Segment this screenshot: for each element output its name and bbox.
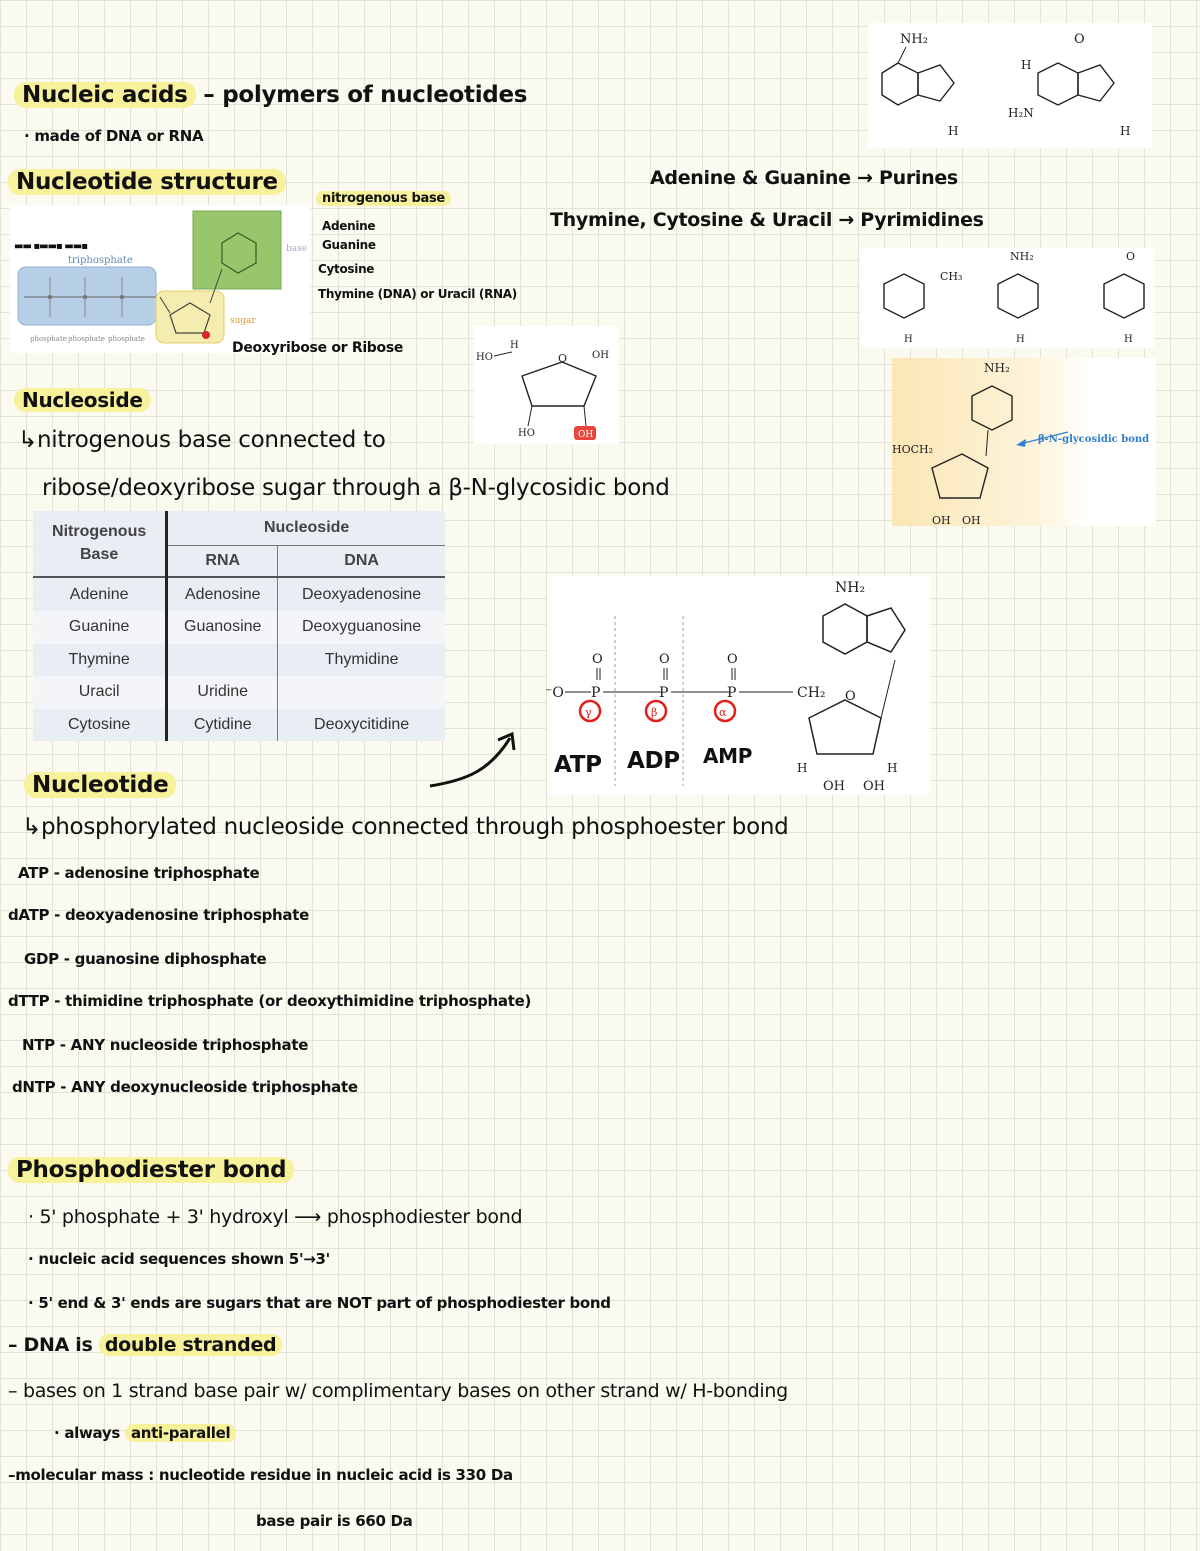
molecular-mass-line-2: base pair is 660 Da <box>256 1512 413 1530</box>
molecular-mass-line-1: –molecular mass : nucleotide residue in nucleic acid is 330 Da <box>8 1466 513 1484</box>
atp-oh-label-2: OH <box>863 779 885 794</box>
base-list-item-thymine-uracil: Thymine (DNA) or Uracil (RNA) <box>318 287 517 301</box>
table-row <box>33 709 445 741</box>
table-header-base-line1: Nitrogenous <box>52 523 147 541</box>
abbr-atp: ATP - adenosine triphosphate <box>18 864 260 882</box>
phosphodiester-title: Phosphodiester bond <box>8 1157 294 1183</box>
atp-o-label-3: O <box>727 652 738 667</box>
adp-label: ADP <box>627 748 680 774</box>
phosphodiester-line-1: · 5' phosphate + 3' hydroxyl ⟶ phosphodiester bond <box>28 1206 523 1228</box>
table-cell: Cytosine <box>68 715 131 733</box>
thymine-h-label: H <box>904 334 913 345</box>
atp-o-label-2: O <box>659 652 670 667</box>
triphosphate-label: triphosphate <box>68 255 133 266</box>
double-stranded-prefix: – DNA is <box>8 1334 99 1356</box>
phosphodiester-line-2: · nucleic acid sequences shown 5'→3' <box>28 1250 330 1268</box>
nucleic-acids-heading <box>14 82 527 108</box>
atp-oh-label-1: OH <box>823 779 845 794</box>
nitrogenous-base-heading <box>316 191 451 206</box>
nucleoside-heading <box>14 388 151 412</box>
atp-nh2-label: NH₂ <box>835 580 866 596</box>
purine-structures-figure <box>868 23 1152 148</box>
glycosidic-bond-figure <box>892 358 1156 526</box>
ribose-ho-label: HO <box>476 352 493 363</box>
base-pairing-line: – bases on 1 strand base pair w/ complimentary bases on other strand w/ H-bonding <box>8 1380 788 1402</box>
base-label: base <box>286 244 308 254</box>
phosphodiester-line-3: · 5' end & 3' ends are sugars that are NOT part of phosphodiester bond <box>28 1294 611 1312</box>
thymine-ch3-label: CH₃ <box>940 270 963 283</box>
table-cell <box>167 644 278 676</box>
base-list-item-guanine: Guanine <box>322 238 376 252</box>
glycosidic-bond-svg <box>892 358 1156 526</box>
anti-parallel-prefix: · always <box>54 1424 125 1442</box>
table-row <box>33 644 445 676</box>
nucleotide-structure-title: Nucleotide structure <box>8 169 286 195</box>
table-cell: Deoxyadenosine <box>278 577 445 611</box>
alpha-label: α <box>719 706 727 719</box>
atp-p-label-1: P <box>591 685 601 701</box>
table-cell: Thymidine <box>278 644 445 676</box>
atp-ominus-label: ⁻O <box>545 685 564 701</box>
table-cell: Cytidine <box>167 709 278 741</box>
purines-text: Adenine & Guanine → Purines <box>650 167 958 189</box>
cytosine-nh2-label: NH₂ <box>1010 250 1034 263</box>
nucleotide-line-1: ↳phosphorylated nucleoside connected through phosphoester bond <box>22 814 789 840</box>
atp-label: ATP <box>554 752 602 778</box>
ribose-o-label: O <box>558 352 568 365</box>
nucleotide-structure-heading <box>8 169 286 195</box>
double-stranded-line <box>8 1334 282 1356</box>
ribose-ho-bottom-label: HO <box>518 428 535 439</box>
table-header-base-line2: Base <box>80 545 119 563</box>
uracil-o-label: O <box>1126 250 1136 263</box>
purines-note <box>644 167 964 189</box>
ribose-oh-bottom-label: OH <box>578 430 594 440</box>
atp-o-label-1: O <box>592 652 603 667</box>
abbr-datp: dATP - deoxyadenosine triphosphate <box>8 906 309 924</box>
abbr-dttp: dTTP - thimidine triphosphate (or deoxythimidine triphosphate) <box>8 992 532 1010</box>
pyrimidine-structures-svg <box>860 248 1154 348</box>
guanine-h2n-label: H₂N <box>1008 106 1034 120</box>
table-cell: Guanosine <box>167 611 278 643</box>
sugar-label: sugar <box>230 316 256 326</box>
guanine-h-bottom-label: H <box>1120 124 1131 138</box>
nucleotide-heading <box>24 772 176 798</box>
cytosine-h-label: H <box>1016 334 1025 345</box>
table-header-dna: DNA <box>278 545 445 577</box>
cytidine-oh-label-2: OH <box>962 514 981 527</box>
guanine-o-label: O <box>1074 32 1085 47</box>
purine-structures-svg <box>868 23 1152 148</box>
uracil-h-label: H <box>1124 334 1133 345</box>
table-row <box>33 611 445 643</box>
atp-p-label-3: P <box>727 685 737 701</box>
phosphate-label-2: phosphate <box>68 335 105 343</box>
phosphate-label-1: phosphate <box>30 335 67 343</box>
table-header-base <box>33 511 167 577</box>
table-cell: Deoxyguanosine <box>278 611 445 643</box>
arrow-icon <box>428 730 524 790</box>
beta-label: β <box>651 706 658 719</box>
atp-h-label-2: H <box>887 761 898 775</box>
sugar-note: Deoxyribose or Ribose <box>232 340 404 356</box>
guanine-h-label: H <box>1021 58 1032 72</box>
atp-h-label-1: H <box>797 761 808 775</box>
hoch2-label: HOCH₂ <box>892 443 934 456</box>
base-list-item-adenine: Adenine <box>322 219 376 233</box>
nucleic-acids-definition: – polymers of nucleotides <box>203 82 528 108</box>
table-cell: Guanine <box>68 618 130 636</box>
table-cell <box>278 676 445 708</box>
ribose-figure <box>474 326 619 444</box>
table-cell: Uridine <box>167 676 278 708</box>
ribose-oh-label: OH <box>592 350 609 361</box>
table-cell: Adenosine <box>167 577 278 611</box>
nucleoside-title: Nucleoside <box>14 388 151 412</box>
abbr-dntp: dNTP - ANY deoxynucleoside triphosphate <box>12 1078 358 1096</box>
amp-label: AMP <box>703 744 753 768</box>
table-cell: Deoxycitidine <box>278 709 445 741</box>
anti-parallel-highlight: anti-parallel <box>125 1424 236 1442</box>
adenine-nh2-label: NH₂ <box>900 32 928 47</box>
adenine-h-label: H <box>948 124 959 138</box>
phosphodiester-heading <box>8 1157 294 1183</box>
nitrogenous-base-title: nitrogenous base <box>316 191 451 206</box>
table-row <box>33 577 445 611</box>
gamma-label: γ <box>585 706 592 719</box>
nucleotide-structure-figure <box>10 205 310 353</box>
phosphate-label-3: phosphate <box>108 335 145 343</box>
scribble-label: ▬▬ ▪▬▬▪ ▬▬▪ <box>14 241 87 252</box>
cytidine-nh2-label: NH₂ <box>984 361 1010 375</box>
nucleoside-line-1: ↳nitrogenous base connected to <box>18 427 386 453</box>
cytidine-oh-label-1: OH <box>932 514 951 527</box>
atp-ch2-label: CH₂ <box>797 685 826 701</box>
pyrimidine-structures-figure <box>860 248 1154 348</box>
double-stranded-highlight: double stranded <box>99 1334 283 1356</box>
pyrimidines-note <box>550 209 984 231</box>
glycosidic-bond-label: β-N-glycosidic bond <box>1038 434 1150 445</box>
pyrimidines-text: Thymine, Cytosine & Uracil → Pyrimidines <box>550 209 984 231</box>
table-header-nucleoside: Nucleoside <box>167 511 445 545</box>
table-cell: Uracil <box>78 683 120 701</box>
anti-parallel-line <box>54 1424 236 1442</box>
ribose-svg <box>474 326 619 444</box>
nucleotide-title: Nucleotide <box>24 772 176 798</box>
table-cell: Thymine <box>68 650 130 668</box>
atp-p-label-2: P <box>659 685 669 701</box>
nucleotide-structure-svg <box>10 205 310 353</box>
ribose-h-label: H <box>510 340 519 351</box>
abbr-gdp: GDP - guanosine diphosphate <box>24 950 267 968</box>
nucleoside-table <box>33 511 445 741</box>
table-row <box>33 676 445 708</box>
base-list-item-cytosine: Cytosine <box>318 262 375 276</box>
table-cell: Adenine <box>69 585 129 603</box>
table-header-rna: RNA <box>167 545 278 577</box>
abbr-ntp: NTP - ANY nucleoside triphosphate <box>22 1036 309 1054</box>
nucleoside-line-2: ribose/deoxyribose sugar through a β-N-glycosidic bond <box>42 475 670 501</box>
nucleic-acids-title: Nucleic acids <box>14 82 196 108</box>
nucleic-acids-made-of: · made of DNA or RNA <box>24 127 204 145</box>
atp-ring-o-label: O <box>845 689 856 704</box>
